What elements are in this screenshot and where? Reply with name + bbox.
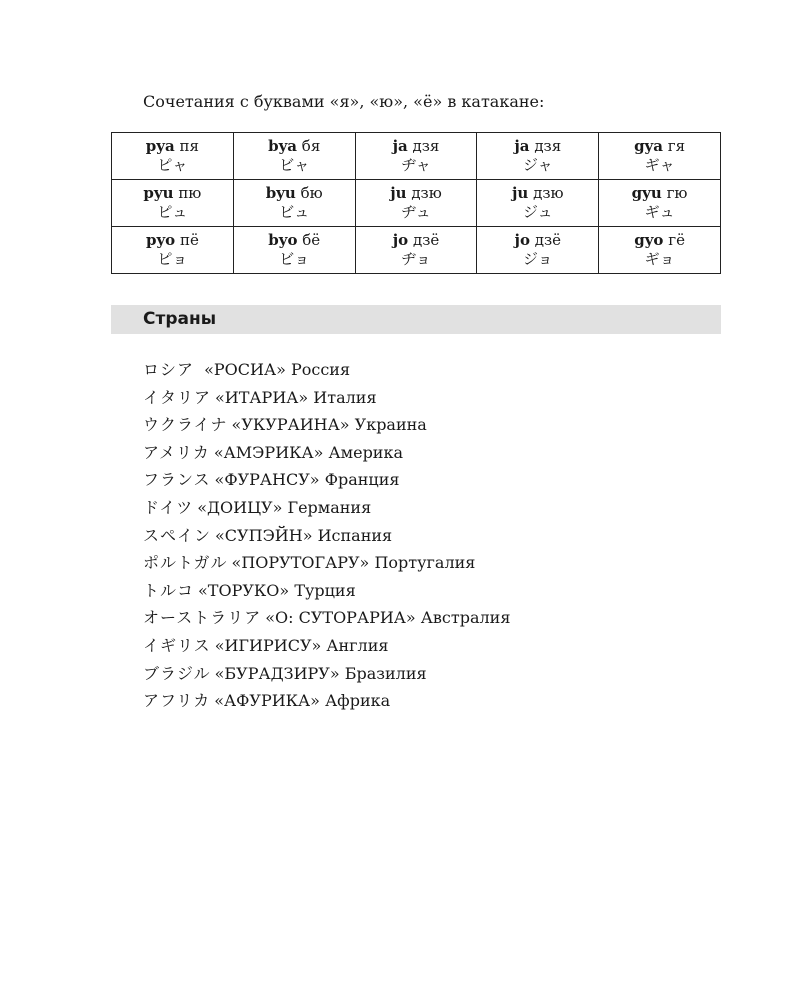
romaji-text: ju: [511, 184, 529, 202]
romaji-text: jo: [392, 231, 409, 249]
country-reading: «ФУРАНСУ»: [214, 470, 320, 490]
country-katakana: ポルトガル: [143, 553, 228, 573]
katakana-text: ビョ: [279, 250, 310, 268]
cyrillic-text: пё: [179, 231, 199, 249]
kana-cell: [477, 227, 599, 274]
katakana-text: ジョ: [522, 250, 553, 268]
romaji-text: byu: [265, 184, 296, 202]
katakana-text: ピャ: [157, 156, 188, 174]
country-katakana: フランス: [143, 470, 211, 490]
country-list-item: [143, 384, 510, 412]
cyrillic-text: дзю: [533, 184, 564, 202]
country-russian-name: Англия: [326, 635, 389, 655]
country-list-item: [143, 549, 510, 577]
katakana-text: ジャ: [522, 156, 553, 174]
country-reading: «ПОРУТОГАРУ»: [231, 553, 370, 573]
country-reading: «БУРАДЗИРУ»: [214, 663, 340, 683]
country-katakana: ウクライナ: [143, 415, 228, 435]
katakana-combinations-table: [111, 132, 721, 274]
cyrillic-text: пю: [178, 184, 202, 202]
kana-table-row: [112, 227, 721, 274]
kana-cell: [599, 227, 721, 274]
kana-cell: [112, 180, 234, 227]
cyrillic-text: дзю: [411, 184, 442, 202]
country-list-item: [143, 660, 510, 688]
country-katakana: オーストラリア: [143, 608, 262, 628]
romaji-text: gyu: [631, 184, 662, 202]
kana-cell-reading: [356, 137, 477, 156]
country-reading: «АФУРИКА»: [214, 691, 320, 711]
country-list-item: [143, 632, 510, 660]
country-list: [143, 356, 510, 715]
kana-cell: [355, 227, 477, 274]
kana-cell: [599, 180, 721, 227]
cyrillic-text: гё: [668, 231, 685, 249]
country-list-item: [143, 411, 510, 439]
kana-cell-reading: [477, 231, 598, 250]
cyrillic-text: бю: [300, 184, 323, 202]
kana-cell-reading: [356, 184, 477, 203]
romaji-text: pya: [145, 137, 175, 155]
romaji-text: bya: [268, 137, 298, 155]
romaji-text: jo: [514, 231, 530, 249]
kana-cell: [233, 180, 355, 227]
kana-cell-reading: [599, 184, 720, 203]
kana-cell-reading: [234, 231, 355, 250]
section-title: Страны: [143, 309, 217, 329]
romaji-text: ju: [390, 184, 407, 202]
katakana-text: ピュ: [157, 203, 188, 221]
romaji-text: ja: [392, 137, 408, 155]
country-reading: «РОСИА»: [204, 360, 286, 379]
cyrillic-text: бя: [301, 137, 321, 155]
country-list-item: [143, 577, 510, 605]
romaji-text: byo: [268, 231, 298, 249]
section-header-countries: [111, 305, 721, 334]
kana-cell: [112, 133, 234, 180]
country-list-item: [143, 494, 510, 522]
country-katakana: ドイツ: [143, 497, 194, 517]
katakana-text: ジュ: [522, 203, 553, 221]
kana-cell: [233, 227, 355, 274]
kana-cell: [355, 180, 477, 227]
country-russian-name: Германия: [287, 497, 372, 517]
country-reading: «О: СУТОРАРИА»: [265, 608, 416, 628]
country-list-item: [143, 439, 510, 467]
kana-cell-reading: [112, 231, 233, 250]
kana-cell-reading: [477, 184, 598, 203]
kana-cell-reading: [112, 137, 233, 156]
kana-cell: [477, 133, 599, 180]
country-russian-name: Испания: [317, 525, 393, 545]
kana-cell-reading: [234, 184, 355, 203]
cyrillic-text: пя: [179, 137, 199, 155]
kana-cell: [233, 133, 355, 180]
country-katakana: イタリア: [143, 387, 212, 407]
katakana-text: ビュ: [279, 203, 310, 221]
country-reading: «ИТАРИА»: [215, 387, 309, 407]
kana-table-row: [112, 180, 721, 227]
kana-cell-reading: [234, 137, 355, 156]
country-russian-name: Америка: [328, 442, 404, 462]
katakana-text: ピョ: [157, 250, 188, 268]
kana-cell: [112, 227, 234, 274]
cyrillic-text: дзя: [412, 137, 440, 155]
country-list-item: [143, 687, 510, 715]
cyrillic-text: бё: [302, 231, 321, 249]
country-russian-name: Украина: [354, 415, 427, 435]
country-list-item: [143, 522, 510, 550]
country-katakana: トルコ: [143, 580, 195, 600]
kana-cell: [355, 133, 477, 180]
kana-cell-reading: [599, 231, 720, 250]
country-katakana: スペイン: [143, 525, 212, 545]
country-reading: «ИГИРИСУ»: [214, 635, 322, 655]
katakana-text: ギャ: [644, 156, 675, 174]
country-katakana: ブラジル: [143, 663, 211, 683]
intro-text: Сочетания с буквами «я», «ю», «ё» в катакане:: [143, 92, 545, 111]
country-russian-name: Россия: [290, 360, 351, 379]
katakana-text: ヂョ: [401, 250, 431, 268]
kana-table-row: [112, 133, 721, 180]
katakana-text: ヂャ: [401, 156, 431, 174]
country-russian-name: Италия: [313, 387, 377, 407]
country-reading: «АМЭРИКА»: [213, 442, 324, 462]
country-katakana: ロシア: [143, 360, 201, 379]
cyrillic-text: гю: [666, 184, 688, 202]
kana-cell-reading: [112, 184, 233, 203]
romaji-text: gya: [634, 137, 663, 155]
country-katakana: アメリカ: [143, 442, 210, 462]
country-reading: «ТОРУКО»: [198, 580, 290, 600]
kana-cell: [599, 133, 721, 180]
country-list-item: [143, 466, 510, 494]
country-katakana: イギリス: [143, 635, 211, 655]
cyrillic-text: дзё: [534, 231, 562, 249]
country-russian-name: Турция: [294, 580, 356, 600]
country-reading: «ДОИЦУ»: [197, 497, 283, 517]
katakana-text: ビャ: [279, 156, 310, 174]
country-russian-name: Франция: [324, 470, 400, 490]
romaji-text: pyu: [143, 184, 174, 202]
kana-cell-reading: [356, 231, 477, 250]
romaji-text: gyo: [634, 231, 664, 249]
country-russian-name: Африка: [325, 691, 391, 711]
country-russian-name: Португалия: [374, 553, 476, 573]
country-katakana: アフリカ: [143, 691, 211, 711]
romaji-text: pyo: [145, 231, 176, 249]
romaji-text: ja: [514, 137, 530, 155]
country-list-item: [143, 604, 510, 632]
kana-cell-reading: [477, 137, 598, 156]
country-reading: «УКУРАИНА»: [231, 415, 350, 435]
country-list-item: [143, 356, 510, 384]
katakana-text: ヂュ: [401, 203, 431, 221]
cyrillic-text: дзя: [534, 137, 562, 155]
cyrillic-text: дзё: [412, 231, 440, 249]
kana-cell: [477, 180, 599, 227]
kana-cell-reading: [599, 137, 720, 156]
katakana-text: ギュ: [644, 203, 675, 221]
country-reading: «СУПЭЙН»: [215, 525, 313, 545]
cyrillic-text: гя: [667, 137, 686, 155]
country-russian-name: Австралия: [420, 608, 511, 628]
country-russian-name: Бразилия: [344, 663, 427, 683]
katakana-text: ギョ: [644, 250, 675, 268]
